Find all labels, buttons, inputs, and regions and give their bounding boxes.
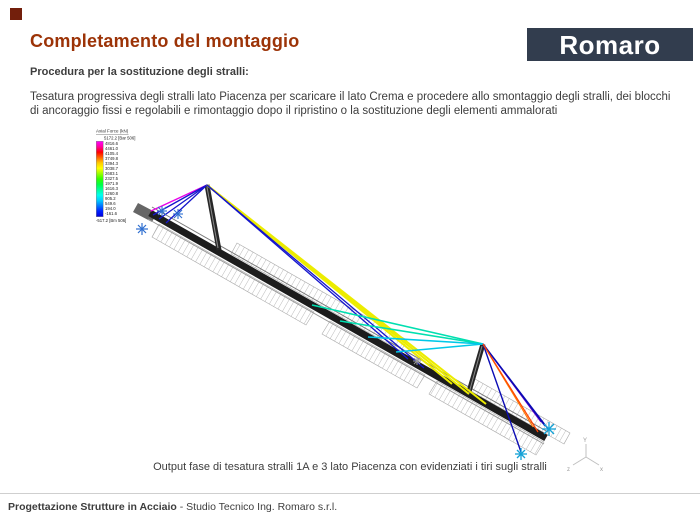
legend-values bbox=[105, 141, 118, 217]
support-asterisk-right-ground bbox=[515, 448, 527, 460]
axis-label-x: x bbox=[600, 467, 603, 473]
legend-value: 1260.8 bbox=[105, 191, 118, 196]
stay-cables-yellow bbox=[207, 185, 486, 404]
footer-divider bbox=[0, 493, 700, 494]
legend-value: 1616.3 bbox=[105, 186, 118, 191]
axis-label-y: Y bbox=[583, 438, 588, 444]
legend-min-label: -517.2 [Bm 506] bbox=[96, 218, 127, 223]
figure-caption: Output fase di tesatura stralli 1A e 3 lato Piacenza con evidenziati i tiri sugli stralli bbox=[153, 461, 547, 473]
support-asterisk-midspan bbox=[413, 357, 421, 365]
stay-cables-blue-left bbox=[153, 185, 207, 223]
axis-label-z: z bbox=[567, 467, 570, 473]
legend-colorbar bbox=[96, 141, 104, 217]
footer-company-rest: - Studio Tecnico Ing. Romaro s.r.l. bbox=[176, 501, 338, 513]
legend-value: 549.6 bbox=[105, 201, 116, 206]
stay-cables-magenta bbox=[151, 185, 207, 211]
legend-value: 905.2 bbox=[105, 196, 116, 201]
legend-value: 2327.5 bbox=[105, 176, 118, 181]
footer-company-bold: Progettazione Strutture in Acciaio bbox=[8, 501, 177, 513]
legend-value: 3394.3 bbox=[105, 161, 118, 166]
legend-value: -161.6 bbox=[105, 211, 118, 216]
support-asterisk-deck-end-1 bbox=[157, 206, 167, 216]
legend-value: 2683.1 bbox=[105, 171, 118, 176]
legend-value: 3038.7 bbox=[105, 166, 118, 171]
legend-value: 1971.9 bbox=[105, 181, 118, 186]
romaro-logo-text: Romaro bbox=[559, 29, 661, 60]
support-asterisk-deck-end-2 bbox=[173, 209, 183, 219]
footer bbox=[8, 501, 337, 513]
legend-value: 194.0 bbox=[105, 206, 116, 211]
support-asterisk-right-anchor bbox=[542, 422, 556, 436]
legend-value: 4816.6 bbox=[105, 141, 118, 146]
axial-force-legend bbox=[96, 126, 135, 223]
legend-title: Axial Force (kN) bbox=[96, 128, 129, 134]
procedure-description: Tesatura progressiva degli stralli lato Piacenza per scaricare il lato Crema e procedere allo smontaggio degli stralli, dei blocchi di ancoraggio fissi e regolabili e rimontaggio dopo il ripristino o la sostituzione degli elementi ammalorati bbox=[30, 91, 671, 117]
procedure-heading: Procedura per la sostituzione degli stralli: bbox=[30, 66, 249, 78]
support-asterisk-left-ground bbox=[136, 223, 148, 235]
legend-value: 4461.0 bbox=[105, 146, 118, 151]
legend-max-label: 5172.2 [Bar 506] bbox=[104, 135, 136, 141]
legend-value: 3749.8 bbox=[105, 156, 118, 161]
bridge-deck bbox=[133, 203, 548, 444]
legend-value: 4105.4 bbox=[105, 151, 118, 156]
page-title: Completamento del montaggio bbox=[30, 31, 300, 51]
